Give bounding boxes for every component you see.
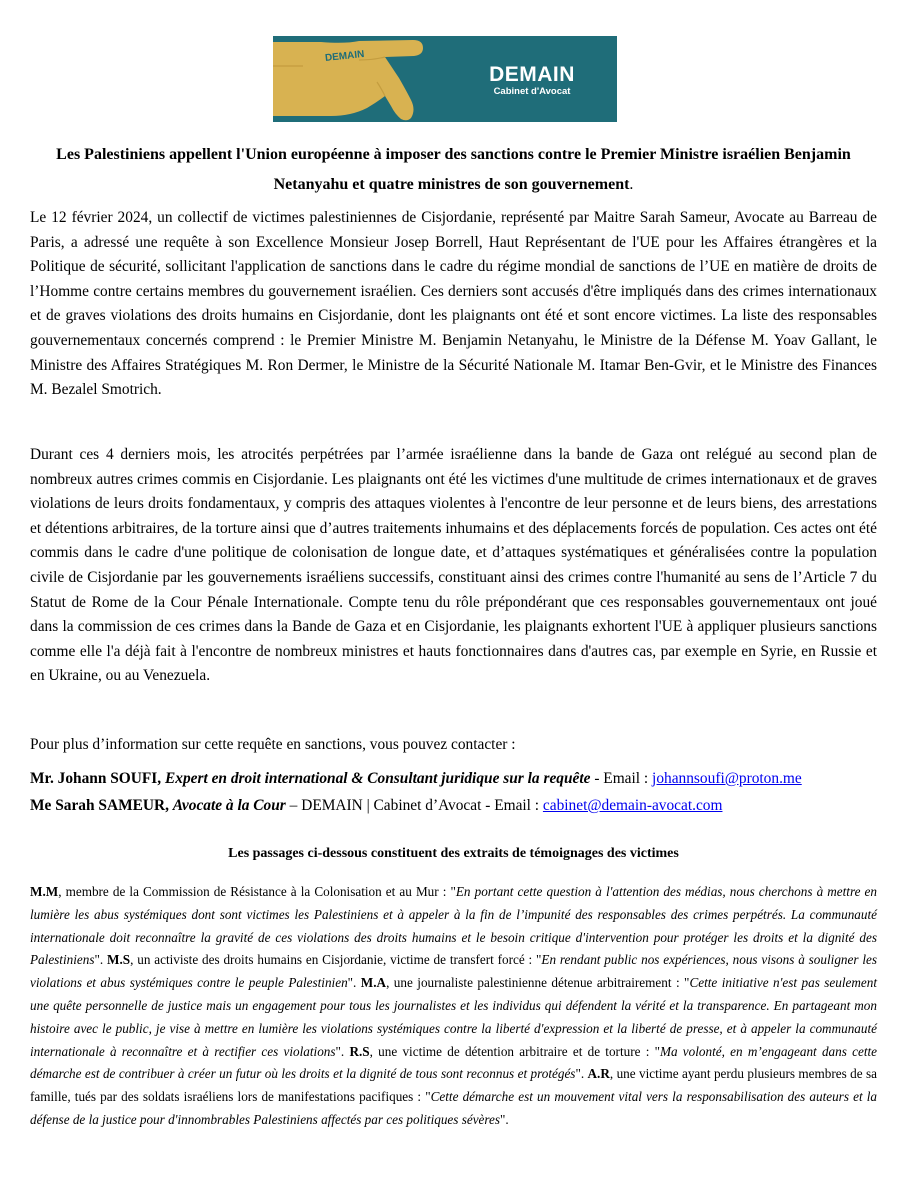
title-period: . (629, 176, 634, 193)
testimony-end: ". (347, 975, 361, 991)
testimony-initials: M.A (360, 975, 387, 991)
contact-sarah-sameur (30, 794, 722, 818)
title-text: Les Palestiniens appellent l'Union européenne à imposer des sanctions contre le Premier Ministre israélien Benjamin Netanyahu et quatre ministres de son gouvernement (56, 146, 851, 193)
testimony-intro: , une victime ayant perdu plusieurs membres de sa famille, tués par des soldats israéliens lors de manifestations pacifiques : " (30, 1066, 877, 1105)
paragraph-context: Durant ces 4 derniers mois, les atrocités perpétrées par l’armée israélienne dans la bande de Gaza ont relégué au second plan de nombreux autres crimes commis en Cisjordanie. Les plaignants ont été les victimes d'une multitude de crimes internationaux et de graves violations de leurs droits fondamentaux, y compris des attaques violentes à l'encontre de leur personne et de leurs biens, des arrestations et détentions arbitraires, de la torture ainsi que d’autres traitements inhumains et des déplacements forcés de population. Ces actes ont été commis dans le cadre d'une politique de colonisation de longue date, et d’attaques systématiques et généralisées contre la population civile de Cisjordanie par les gouvernements israéliens successifs, constituant ainsi des crimes contre l'humanité au sens de l’Article 7 du Statut de Rome de la Cour Pénale Internationale. Compte tenu du rôle prépondérant que ces responsables gouvernementaux ont joué dans la commission de ces crimes dans la Bande de Gaza et en Cisjordanie, les plaignants exhortent l'UE à appliquer plusieurs sanctions comme elle l'a déjà fait à l'encontre de nombreux ministres et hauts fonctionnaires dans d'autres cas, par exemple en Syrie, en Russie et en Ukraine, ou au Venezuela. (30, 446, 877, 685)
testimony-intro: , membre de la Commission de Résistance à la Colonisation et au Mur : " (58, 884, 456, 899)
testimony-quote: Cette initiative n'est pas seulement une quête personnelle de justice mais un engagement pour tous les journalistes et les individus qui défendent la vérité et la transparence. En partageant mon histoire avec le public, je vise à mettre en lumière les violations systémiques contre la liberté d'expression et la liberté de presse, et à appeler la communauté internationale à reconnaître et à rectifier ces violations (30, 975, 877, 1059)
logo-subtitle: Cabinet d'Avocat (493, 86, 571, 97)
testimony-initials: M.S (107, 952, 131, 968)
testimonies-text (30, 881, 877, 1132)
firm-logo (273, 36, 617, 122)
testimony-quote: Ma volonté, en m’engageant dans cette démarche est de contribuer à créer un futur où les droits et la dignité de tous sont reconnus et protégés (30, 1043, 877, 1082)
testimony-initials: A.R (587, 1066, 610, 1082)
testimony-initials: M.M (30, 884, 59, 899)
logo-name: DEMAIN (489, 63, 575, 86)
testimony-quote: En rendant public nos expériences, nous visons à souligner les violations et abus systémiques contre le peuple Palestinien (30, 952, 877, 991)
testimony-quote: En portant cette question à l'attention des médias, nous cherchons à mettre en lumière les abus systémiques dont sont victimes les Palestiniens et à appeler à la fin de l’impunité des responsables des crimes perpétrés. La communauté internationale doit reconnaître la gravité de ces violations des droits humains et le besoin critique d'intervention pour protéger les droits et la dignité des Palestiniens (30, 884, 877, 968)
testimony-initials: R.S (349, 1043, 370, 1059)
testimony-end: ". (94, 952, 107, 968)
contact-role: Expert en droit international & Consultant juridique sur la requête (165, 770, 591, 787)
testimony-intro: , une journaliste palestinienne détenue arbitrairement : " (386, 975, 690, 991)
paragraph-request: Le 12 février 2024, un collectif de victimes palestiniennes de Cisjordanie, représenté par Maitre Sarah Sameur, Avocate au Barreau de Paris, a adressé une requête à son Excellence Monsieur Josep Borrell, Haut Représentant de l'UE pour les Affaires étrangères et la Politique de sécurité, sollicitant l'application de sanctions dans le cadre du régime mondial de sanctions de l’UE en matière de droits de l’Homme contre certains membres du gouvernement israélien. Ces derniers sont accusés d'être impliqués dans des crimes internationaux et de graves violations des droits humains en Cisjordanie, dont les plaignants ont été et sont encore victimes. La liste des responsables gouvernementaux concernés comprend : le Premier Ministre M. Benjamin Netanyahu, le Ministre de la Défense M. Yoav Gallant, le Ministre des Affaires Stratégiques M. Ron Dermer, le Ministre de la Sécurité Nationale M. Itamar Ben-Gvir, et le Ministre des Finances M. Bezalel Smotrich. (30, 209, 877, 399)
contact-name: Me Sarah SAMEUR, (30, 797, 169, 814)
testimony-end: ". (500, 1111, 509, 1127)
email-link-cabinet[interactable]: cabinet@demain-avocat.com (542, 797, 723, 814)
testimony-intro: , un activiste des droits humains en Cisjordanie, victime de transfert forcé : " (130, 952, 542, 968)
press-release-title (30, 140, 877, 200)
contact-name: Mr. Johann SOUFI, (30, 770, 162, 787)
contact-org: – DEMAIN | Cabinet d’Avocat - Email : (285, 797, 543, 814)
email-link-johann[interactable]: johannsoufi@proton.me (652, 770, 802, 787)
testimony-end: ". (575, 1066, 588, 1082)
testimony-quote: Cette démarche est un mouvement vital vers la responsabilisation des auteurs et la défense de la justice pour d'innombrables Palestiniens affectés par ces politiques sévères (30, 1089, 877, 1127)
contact-email-label: - Email : (590, 770, 653, 787)
testimony-intro: , une victime de détention arbitraire et de torture : " (369, 1043, 660, 1059)
logo-hand-text: DEMAIN (324, 48, 365, 65)
contact-intro: Pour plus d’information sur cette requête en sanctions, vous pouvez contacter : (30, 736, 516, 753)
contact-johann-soufi (30, 767, 802, 791)
testimonies-heading: Les passages ci-dessous constituent des extraits de témoignages des victimes (228, 846, 679, 861)
contact-role: Avocate à la Cour (172, 797, 286, 814)
testimony-end: ". (335, 1043, 350, 1059)
